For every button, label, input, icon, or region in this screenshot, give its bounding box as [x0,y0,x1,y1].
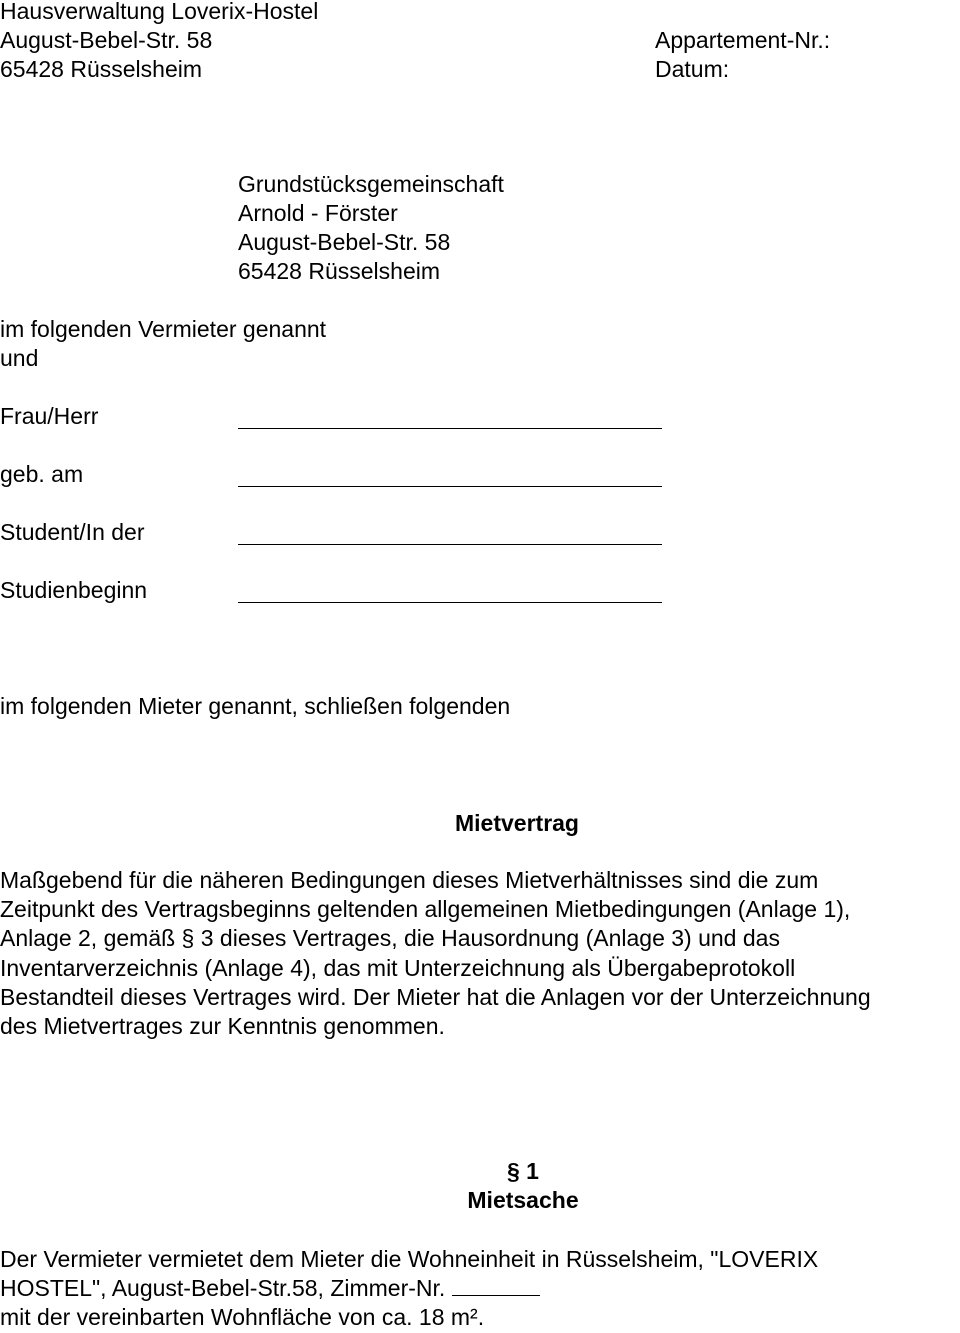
landlord-owners: Arnold - Förster [238,200,398,226]
intro-line: Anlage 2, gemäß § 3 dieses Vertrages, die Hausordnung (Anlage 3) und das [0,925,780,952]
intro-line: Maßgebend für die näheren Bedingungen dieses Mietverhältnisses sind die zum [0,867,819,893]
landlord-designation: im folgenden Vermieter genannt [0,316,327,342]
field-line-student[interactable] [238,544,662,545]
intro-line: des Mietvertrages zur Kenntnis genommen. [0,1013,445,1040]
room-number-blank[interactable] [452,1277,540,1296]
field-label-birthdate: geb. am [0,461,84,487]
intro-paragraph [0,866,960,1041]
field-line-birthdate[interactable] [238,486,662,487]
section-1-body [0,1245,960,1333]
sender-city: 65428 Rüsselsheim [0,56,203,82]
section-1-line: mit der vereinbarten Wohnfläche von ca. 18 m². [0,1304,485,1331]
field-label-name: Frau/Herr [0,403,99,429]
landlord-street: August-Bebel-Str. 58 [238,229,451,255]
field-line-name[interactable] [238,428,662,429]
intro-line: Bestandteil dieses Vertrages wird. Der Mieter hat die Anlagen vor der Unterzeichnung [0,983,871,1010]
conjunction-und: und [0,345,39,371]
date-label: Datum: [655,56,730,82]
intro-line: Zeitpunkt des Vertragsbeginns geltenden allgemeinen Mietbedingungen (Anlage 1), [0,896,851,923]
sender-street: August-Bebel-Str. 58 [0,27,213,53]
sender-org-name: Hausverwaltung Loverix-Hostel [0,0,319,24]
intro-line: Inventarverzeichnis (Anlage 4), das mit Unterzeichnung als Übergabeprotokoll [0,954,796,981]
apartment-number-label: Appartement-Nr.: [655,27,831,53]
field-label-study-start: Studienbeginn [0,577,148,603]
section-1-line: HOSTEL", August-Bebel-Str.58, Zimmer-Nr. [0,1275,446,1302]
field-label-student: Student/In der [0,519,145,545]
section-1-line-room [0,1274,960,1303]
tenant-designation: im folgenden Mieter genannt, schließen folgenden [0,693,511,719]
landlord-city: 65428 Rüsselsheim [238,258,441,284]
field-line-study-start[interactable] [238,602,662,603]
landlord-name: Grundstücksgemeinschaft [238,171,504,197]
section-1-line: Der Vermieter vermietet dem Mieter die Wohneinheit in Rüsselsheim, "LOVERIX [0,1246,819,1272]
section-1-number: § 1 [507,1158,539,1184]
contract-title: Mietvertrag [455,810,579,836]
section-1-title: Mietsache [467,1187,579,1213]
